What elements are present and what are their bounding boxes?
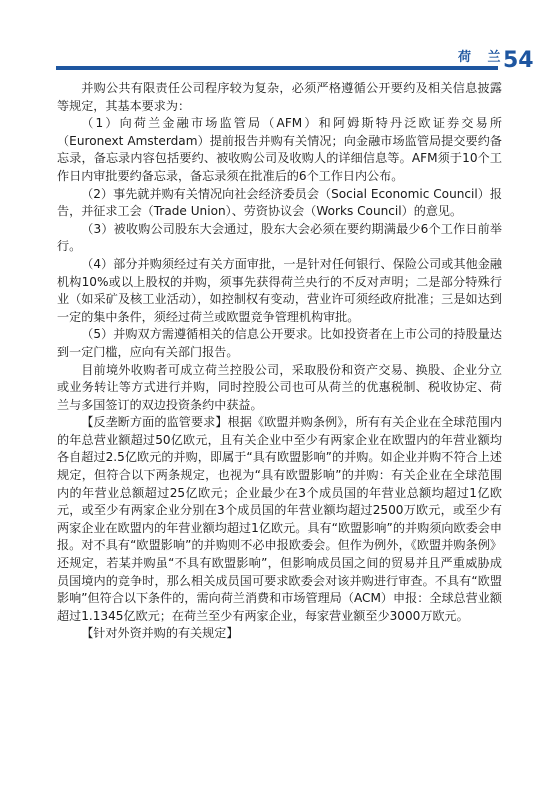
paragraph: （3）被收购公司股东大会通过，股东大会必须在要约期满最少6个工作日前举行。 <box>57 221 502 254</box>
chapter-title: 荷 兰 <box>458 50 507 65</box>
paragraph: 目前境外收购者可成立荷兰控股公司，采取股份和资产交易、换股、企业分立或业务转让等方式进行并购，同时控股公司也可从荷兰的优惠税制、税收协定、荷兰与多国签订的双边投资条约中获益。 <box>57 362 502 412</box>
paragraph: （5）并购双方需遵循相关的信息公开要求。比如投资者在上市公司的持股量达到一定门槛，应向有关部门报告。 <box>57 327 502 359</box>
paragraph: 【反垄断方面的监管要求】根据《欧盟并购条例》，所有有关企业在全球范围内的年总营业额超过50亿欧元，且有关企业中至少有两家企业在欧盟内的年营业额均各自超过2.5亿欧元的并购，即属于“具有欧盟影响”的并购。如企业并购不符合上述规定，但符合以下两条规定，也视为“具有欧盟影响”的并购：有关企业在全球范围内的年营业总额超过25亿欧元；企业最少在3个成员国的年营业总额均超过1亿欧元，或至少有两家企业分别在3个成员国的年营业额均超过2500万欧元，或至少有两家企业在欧盟内的年营业额均超过1亿欧元。具有“欧盟影响”的并购须向欧委会申报。对不具有“欧盟影响”的并购则不必申报欧委会。但作为例外，《欧盟并购条例》还规定，若某并购虽“不具有欧盟影响”，但影响成员国之间的贸易并且严重威胁成员国境内的竞争时，那么相关成员国可要求欧委会对该并购进行审查。不具有“欧盟影响”但符合以下条件的，需向荷兰消费和市场管理局（ACM）申报：全球总营业额超过1.1345亿欧元；在荷兰至少有两家企业，每家营业额至少3000万欧元。 <box>57 415 502 623</box>
paragraph: （2）事先就并购有关情况向社会经济委员会（Social Economic Council）报告，并征求工会（Trade Union）、劳资协议会（Works Council）的意见。 <box>57 186 502 219</box>
body-text <box>57 80 502 643</box>
paragraph: （4）部分并购须经过有关方面审批，一是针对任何银行、保险公司或其他金融机构10%或以上股权的并购，须事先获得荷兰央行的不反对声明；二是部分特殊行业（如采矿及核工业活动），如控制权有变动，营业许可须经政府批准；三是如达到一定的集中条件，须经过荷兰或欧盟竞争管理机构审批。 <box>57 256 502 324</box>
header-divider <box>56 66 498 70</box>
page-number: 54 <box>503 48 534 73</box>
paragraph: （1）向荷兰金融市场监管局（AFM）和阿姆斯特丹泛欧证券交易所（Euronext Amsterdam）提前报告并购有关情况；向金融市场监管局提交要约备忘录，备忘录内容包括要约、被收购公司及收购人的详细信息等。AFM须于10个工作日内审批要约备忘录，备忘录须在批准后的6个工作日内公布。 <box>57 116 502 183</box>
paragraph: 并购公共有限责任公司程序较为复杂，必须严格遵循公开要约及相关信息披露等规定，其基本要求为： <box>57 81 502 113</box>
paragraph: 【针对外资并购的有关规定】 <box>81 626 239 641</box>
